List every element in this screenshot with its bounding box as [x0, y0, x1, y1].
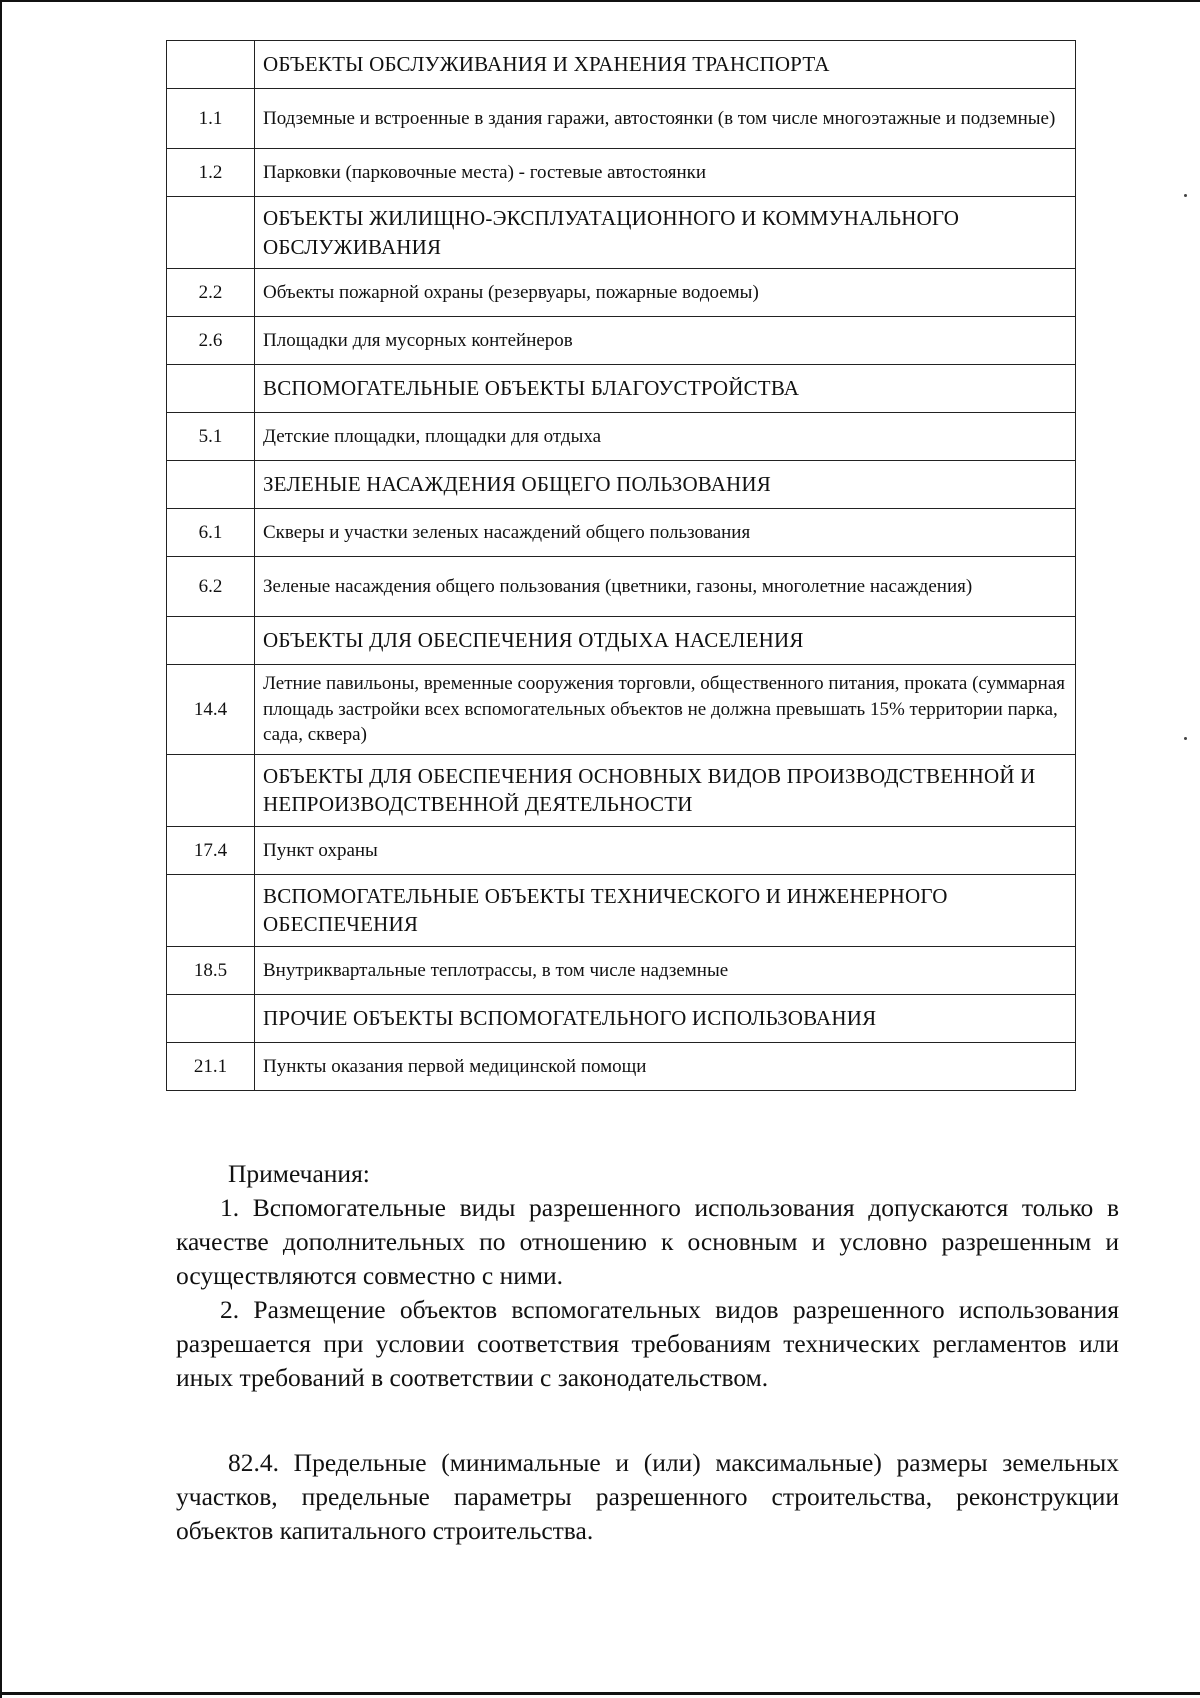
section-row [167, 197, 1076, 269]
row-description: Детские площадки, площадки для отдыха [255, 413, 1076, 461]
table-row [167, 509, 1076, 557]
section-row [167, 365, 1076, 413]
row-number [167, 874, 255, 946]
row-number: 14.4 [167, 665, 255, 755]
section-title: ПРОЧИЕ ОБЪЕКТЫ ВСПОМОГАТЕЛЬНОГО ИСПОЛЬЗОВАНИЯ [255, 994, 1076, 1042]
table-row [167, 557, 1076, 617]
row-number [167, 461, 255, 509]
auxiliary-uses-table [166, 40, 1076, 1091]
notes-heading: Примечания: [228, 1159, 370, 1188]
row-description: Площадки для мусорных контейнеров [255, 317, 1076, 365]
table-row [167, 1042, 1076, 1090]
row-description: Пункт охраны [255, 826, 1076, 874]
row-number: 2.6 [167, 317, 255, 365]
section-title: ЗЕЛЕНЫЕ НАСАЖДЕНИЯ ОБЩЕГО ПОЛЬЗОВАНИЯ [255, 461, 1076, 509]
table-row [167, 946, 1076, 994]
row-number: 2.2 [167, 269, 255, 317]
section-row [167, 754, 1076, 826]
clause-82-4: 82.4. Предельные (минимальные и (или) максимальные) размеры земельных участков, предельные параметры разрешенного строительства, реконструкции объектов капитального строительства. [176, 1448, 1119, 1545]
row-number [167, 617, 255, 665]
section-title: ОБЪЕКТЫ ЖИЛИЩНО-ЭКСПЛУАТАЦИОННОГО И КОММУНАЛЬНОГО ОБСЛУЖИВАНИЯ [255, 197, 1076, 269]
section-title: ВСПОМОГАТЕЛЬНЫЕ ОБЪЕКТЫ ТЕХНИЧЕСКОГО И ИНЖЕНЕРНОГО ОБЕСПЕЧЕНИЯ [255, 874, 1076, 946]
row-number [167, 994, 255, 1042]
section-row [167, 461, 1076, 509]
row-description: Скверы и участки зеленых насаждений общего пользования [255, 509, 1076, 557]
row-number [167, 754, 255, 826]
scan-speck [1184, 737, 1187, 740]
table-row [167, 826, 1076, 874]
row-description: Пункты оказания первой медицинской помощи [255, 1042, 1076, 1090]
table-row [167, 317, 1076, 365]
row-number: 1.1 [167, 89, 255, 149]
note-item-2: 2. Размещение объектов вспомогательных видов разрешенного использования разрешается при условии соответствия требованиям технических регламентов или иных требований в соответствии с законодательством. [176, 1295, 1119, 1392]
row-number: 1.2 [167, 149, 255, 197]
section-row [167, 994, 1076, 1042]
row-number [167, 197, 255, 269]
section-title: ВСПОМОГАТЕЛЬНЫЕ ОБЪЕКТЫ БЛАГОУСТРОЙСТВА [255, 365, 1076, 413]
table-row [167, 413, 1076, 461]
row-number: 6.2 [167, 557, 255, 617]
table-row [167, 665, 1076, 755]
section-title: ОБЪЕКТЫ ДЛЯ ОБЕСПЕЧЕНИЯ ОТДЫХА НАСЕЛЕНИЯ [255, 617, 1076, 665]
section-row [167, 874, 1076, 946]
table-row [167, 269, 1076, 317]
row-number: 18.5 [167, 946, 255, 994]
row-number [167, 41, 255, 89]
row-number [167, 365, 255, 413]
section-row [167, 41, 1076, 89]
row-description: Летние павильоны, временные сооружения торговли, общественного питания, проката (суммарная площадь застройки всех вспомогательных объектов не должна превышать 15% территории парка, сада, сквера) [255, 665, 1076, 755]
page-bottom-border [2, 1692, 1200, 1695]
row-number: 17.4 [167, 826, 255, 874]
row-number: 21.1 [167, 1042, 255, 1090]
row-number: 5.1 [167, 413, 255, 461]
table-body [167, 41, 1076, 1091]
row-description: Подземные и встроенные в здания гаражи, автостоянки (в том числе многоэтажные и подземные) [255, 89, 1076, 149]
table-row [167, 149, 1076, 197]
table-row [167, 89, 1076, 149]
notes-block [176, 1157, 1119, 1395]
row-number: 6.1 [167, 509, 255, 557]
section-row [167, 617, 1076, 665]
row-description: Внутриквартальные теплотрассы, в том числе надземные [255, 946, 1076, 994]
row-description: Зеленые насаждения общего пользования (цветники, газоны, многолетние насаждения) [255, 557, 1076, 617]
note-item-1: 1. Вспомогательные виды разрешенного использования допускаются только в качестве дополнительных по отношению к основным и условно разрешенным и осуществляются совместно с ними. [176, 1193, 1119, 1290]
row-description: Парковки (парковочные места) - гостевые автостоянки [255, 149, 1076, 197]
section-title: ОБЪЕКТЫ ОБСЛУЖИВАНИЯ И ХРАНЕНИЯ ТРАНСПОРТА [255, 41, 1076, 89]
scan-speck [1184, 194, 1187, 197]
row-description: Объекты пожарной охраны (резервуары, пожарные водоемы) [255, 269, 1076, 317]
section-title: ОБЪЕКТЫ ДЛЯ ОБЕСПЕЧЕНИЯ ОСНОВНЫХ ВИДОВ ПРОИЗВОДСТВЕННОЙ И НЕПРОИЗВОДСТВЕННОЙ ДЕЯТЕЛЬНОСТИ [255, 754, 1076, 826]
